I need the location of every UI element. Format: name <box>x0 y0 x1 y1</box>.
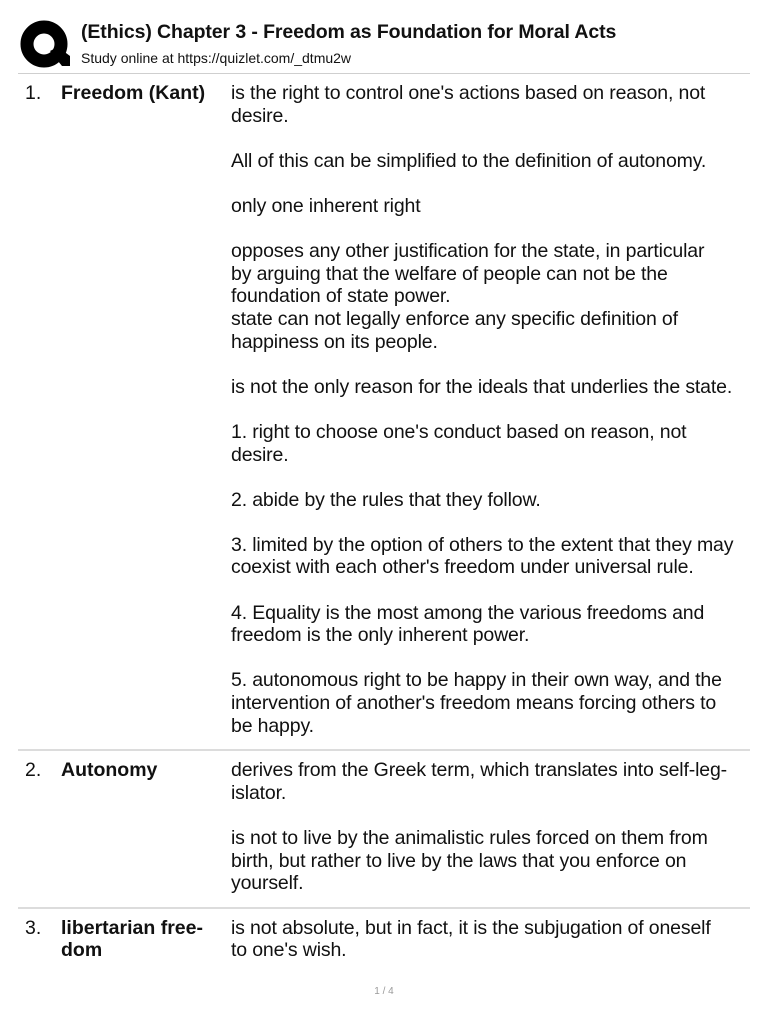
card-number: 2. <box>25 759 42 782</box>
definition-line: 3. limited by the option of others to the extent that they may <box>231 533 734 556</box>
flashcard-row <box>18 909 750 974</box>
definition-line: birth, but rather to live by the laws that you enforce on <box>231 849 687 872</box>
card-definition <box>231 82 750 737</box>
definition-paragraph <box>231 82 750 127</box>
definition-paragraph <box>231 421 750 466</box>
card-term: Autonomy <box>61 759 158 782</box>
definition-line: 1. right to choose one's conduct based on reason, not <box>231 420 687 443</box>
definition-line: happiness on its people. <box>231 330 438 353</box>
definition-line: All of this can be simplified to the definition of autonomy. <box>231 149 707 172</box>
definition-paragraph <box>231 759 750 804</box>
card-number: 3. <box>25 916 42 939</box>
quizlet-logo-icon <box>20 20 70 72</box>
card-term: libertarian free- dom <box>61 916 203 962</box>
definition-line: foundation of state power. <box>231 285 451 308</box>
definition-line: desire. <box>231 443 289 466</box>
definition-line: is the right to control one's actions based on reason, not <box>231 82 706 104</box>
flashcard-row <box>18 751 750 909</box>
study-online-link[interactable]: Study online at https://quizlet.com/_dtmu2w <box>81 50 352 66</box>
definition-line: derives from the Greek term, which translates into self-leg- <box>231 759 728 782</box>
flashcard-list <box>18 74 750 974</box>
definition-line: 4. Equality is the most among the various freedoms and <box>231 601 705 624</box>
definition-line: yourself. <box>231 872 304 895</box>
page-header <box>18 14 750 74</box>
definition-paragraph <box>231 489 750 512</box>
definition-line: by arguing that the welfare of people can not be the <box>231 262 668 285</box>
definition-line: is not to live by the animalistic rules forced on them from <box>231 827 708 849</box>
definition-paragraph <box>231 669 750 737</box>
card-definition <box>231 759 750 895</box>
definition-line: 2. abide by the rules that they follow. <box>231 488 541 511</box>
flashcard-row <box>18 74 750 751</box>
definition-line: state can not legally enforce any specific definition of <box>231 307 678 330</box>
definition-paragraph <box>231 602 750 647</box>
definition-line: coexist with each other's freedom under universal rule. <box>231 556 694 579</box>
definition-paragraph <box>231 376 750 399</box>
card-definition <box>231 917 750 962</box>
definition-line: islator. <box>231 781 287 804</box>
definition-paragraph <box>231 240 750 353</box>
definition-paragraph <box>231 827 750 895</box>
definition-paragraph <box>231 917 750 962</box>
definition-line: be happy. <box>231 714 314 737</box>
definition-line: intervention of another's freedom means forcing others to <box>231 692 717 715</box>
definition-paragraph <box>231 195 750 218</box>
card-term: Freedom (Kant) <box>61 82 206 104</box>
definition-line: desire. <box>231 104 289 127</box>
definition-line: only one inherent right <box>231 194 421 217</box>
definition-line: opposes any other justification for the state, in particular <box>231 240 705 263</box>
definition-line: to one's wish. <box>231 939 347 962</box>
definition-paragraph <box>231 150 750 173</box>
definition-paragraph <box>231 534 750 579</box>
page-title: (Ethics) Chapter 3 - Freedom as Foundation for Moral Acts <box>81 21 617 43</box>
definition-line: freedom is the only inherent power. <box>231 624 530 647</box>
definition-line: 5. autonomous right to be happy in their own way, and the <box>231 669 722 692</box>
definition-line: is not the only reason for the ideals that underlies the state. <box>231 375 733 398</box>
card-number: 1. <box>25 82 42 104</box>
definition-line: is not absolute, but in fact, it is the subjugation of oneself <box>231 916 711 939</box>
page-indicator: 1 / 4 <box>374 986 394 997</box>
